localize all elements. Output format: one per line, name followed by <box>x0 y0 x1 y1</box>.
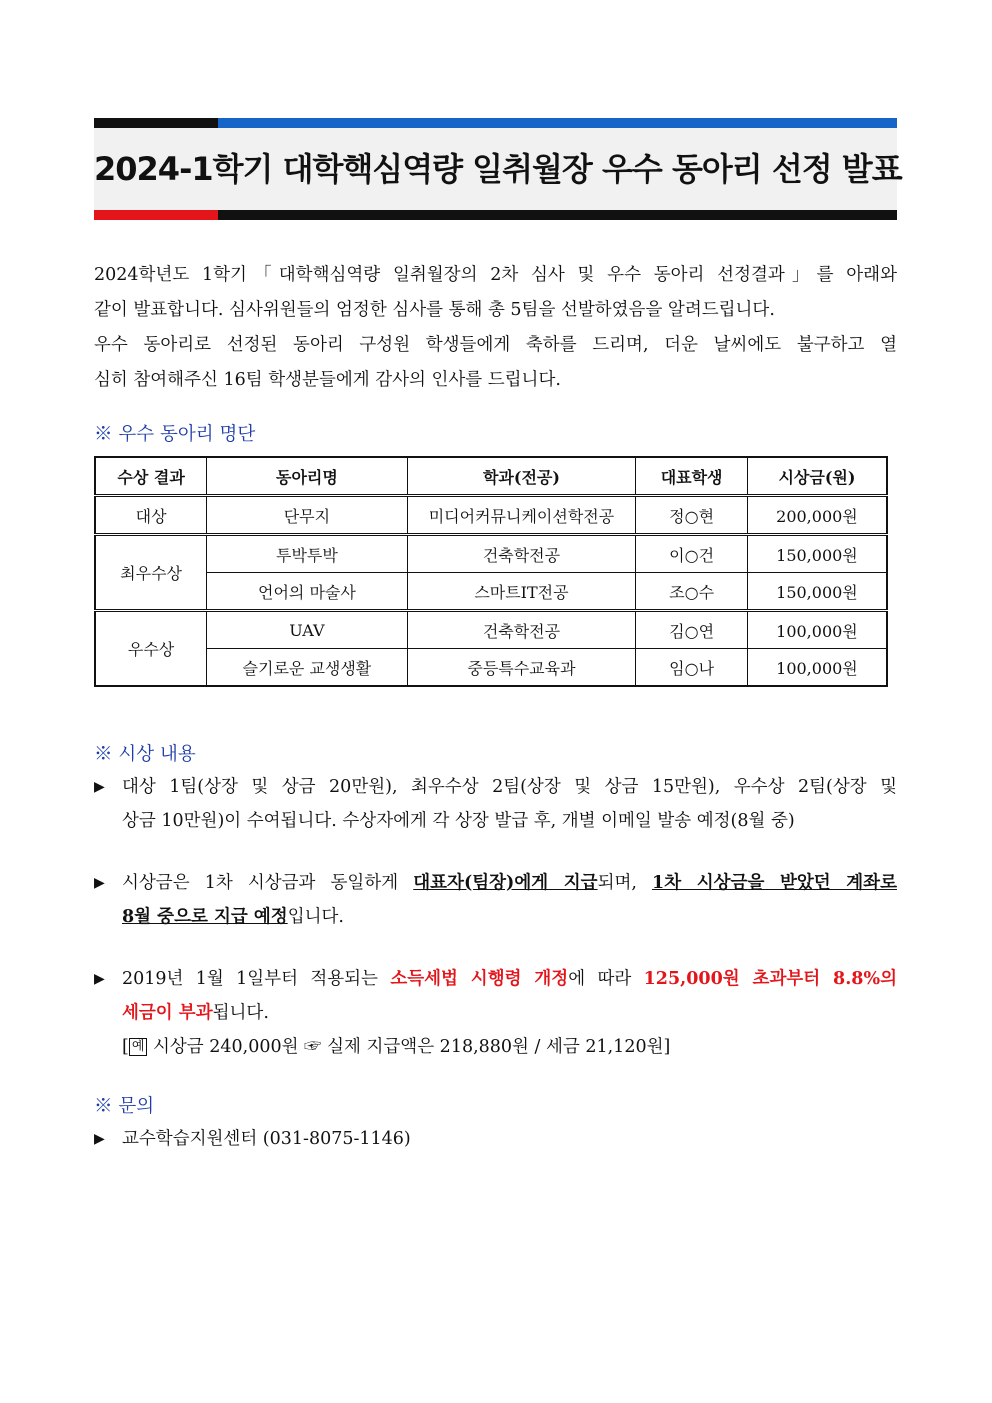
award-item-line <box>122 962 897 996</box>
award-cell: 최우수상 <box>95 535 207 611</box>
award-cell: 우수상 <box>95 611 207 687</box>
award-item-3 <box>94 962 897 1064</box>
dept-cell: 중등특수교육과 <box>407 649 636 687</box>
dept-cell: 건축학전공 <box>407 611 636 649</box>
contact-item <box>94 1122 897 1156</box>
table-row <box>95 611 887 649</box>
table-header-row <box>95 457 887 496</box>
award-item-line <box>122 866 897 900</box>
example-text: 시상금 240,000원 ☞ 실제 지급액은 218,880원 / 세금 21,120원] <box>147 1037 671 1057</box>
emphasis-schedule: 8월 중으로 지급 예정 <box>122 907 288 927</box>
award-item-line <box>122 996 897 1030</box>
table-row <box>95 535 887 573</box>
dept-cell: 미디어커뮤니케이션학전공 <box>407 496 636 535</box>
award-item-line <box>122 900 897 934</box>
prize-cell: 150,000원 <box>747 573 887 611</box>
intro-line: 같이 발표합니다. 심사위원들의 엄정한 심사를 통해 총 5팀을 선발하였음을 알려드립니다. <box>94 300 775 320</box>
bullet-arrow-icon: ▶ <box>94 971 105 987</box>
text-fragment: [ <box>122 1037 129 1057</box>
section-heading-winners: ※ 우수 동아리 명단 <box>94 424 256 445</box>
emphasis-recipient: 대표자(팀장)에게 지급 <box>413 873 598 893</box>
header-club: 동아리명 <box>207 457 407 496</box>
intro-line: 2024학년도 1학기「대학핵심역량 일취월장의 2차 심사 및 우수 동아리 선정결과」를 아래와 <box>94 265 897 285</box>
section-heading-contact: ※ 문의 <box>94 1096 155 1117</box>
rep-cell: 임○나 <box>636 649 748 687</box>
club-cell: 슬기로운 교생생활 <box>207 649 407 687</box>
text-fragment: 됩니다. <box>212 1003 269 1023</box>
header-rep: 대표학생 <box>636 457 748 496</box>
award-item-1 <box>94 770 897 838</box>
contact-text: 교수학습지원센터 (031-8075-1146) <box>122 1129 411 1149</box>
table-row <box>95 496 887 535</box>
prize-cell: 100,000원 <box>747 649 887 687</box>
rep-cell: 김○연 <box>636 611 748 649</box>
prize-cell: 200,000원 <box>747 496 887 535</box>
emphasis-tax-law: 소득세법 시행령 개정 <box>390 969 569 989</box>
header-dept: 학과(전공) <box>407 457 636 496</box>
page-title: 2024-1학기 대학핵심역량 일취월장 우수 동아리 선정 발표 <box>94 150 902 188</box>
bullet-arrow-icon: ▶ <box>94 875 105 891</box>
intro-line: 우수 동아리로 선정된 동아리 구성원 학생들에게 축하를 드리며, 더운 날씨에도 불구하고 열 <box>94 335 897 355</box>
section-heading-award: ※ 시상 내용 <box>94 744 196 765</box>
emphasis-account: 1차 시상금을 받았던 계좌로 <box>652 873 897 893</box>
winners-table <box>94 456 888 687</box>
intro-line: 심히 참여해주신 16팀 학생분들에게 감사의 인사를 드립니다. <box>94 370 561 390</box>
bullet-arrow-icon: ▶ <box>94 1131 105 1147</box>
text-fragment: 되며, <box>597 873 653 893</box>
bullet-arrow-icon: ▶ <box>94 779 105 795</box>
award-item-2 <box>94 866 897 934</box>
title-bar-red-bottom <box>94 210 218 220</box>
rep-cell: 조○수 <box>636 573 748 611</box>
club-cell: 언어의 마술사 <box>207 573 407 611</box>
award-item-line: 대상 1팀(상장 및 상금 20만원), 최우수상 2팀(상장 및 상금 15만원), 우수상 2팀(상장 및 <box>122 777 897 797</box>
dept-cell: 스마트IT전공 <box>407 573 636 611</box>
title-bar-black-bottom <box>218 210 897 220</box>
header-prize: 시상금(원) <box>747 457 887 496</box>
award-cell: 대상 <box>95 496 207 535</box>
text-fragment: 입니다. <box>287 907 344 927</box>
rep-cell: 정○현 <box>636 496 748 535</box>
prize-cell: 100,000원 <box>747 611 887 649</box>
club-cell: 투박투박 <box>207 535 407 573</box>
example-line <box>122 1030 897 1064</box>
text-fragment: 에 따라 <box>568 969 644 989</box>
title-bar-black-top <box>94 118 218 128</box>
title-bar-blue-top <box>218 118 897 128</box>
header-award: 수상 결과 <box>95 457 207 496</box>
emphasis-tax-rate: 125,000원 초과부터 8.8%의 <box>643 969 898 989</box>
intro-paragraph <box>94 258 897 398</box>
example-mark-icon: 예 <box>129 1038 148 1056</box>
text-fragment: 시상금은 1차 시상금과 동일하게 <box>122 873 414 893</box>
title-banner <box>94 118 902 220</box>
club-cell: 단무지 <box>207 496 407 535</box>
club-cell: UAV <box>207 611 407 649</box>
prize-cell: 150,000원 <box>747 535 887 573</box>
rep-cell: 이○건 <box>636 535 748 573</box>
text-fragment: 2019년 1월 1일부터 적용되는 <box>122 969 391 989</box>
dept-cell: 건축학전공 <box>407 535 636 573</box>
award-item-line: 상금 10만원)이 수여됩니다. 수상자에게 각 상장 발급 후, 개별 이메일 발송 예정(8월 중) <box>122 811 795 831</box>
table-row <box>95 649 887 687</box>
emphasis-tax-applied: 세금이 부과 <box>122 1003 213 1023</box>
table-row <box>95 573 887 611</box>
